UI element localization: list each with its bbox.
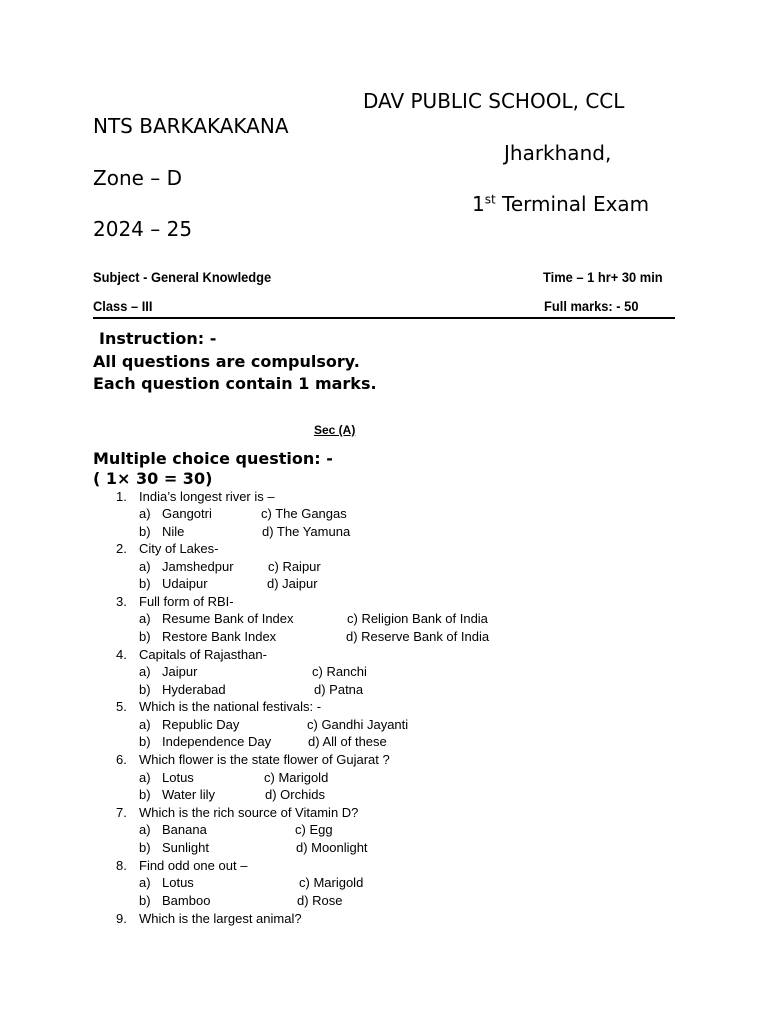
option-text: d) Jaipur — [267, 576, 318, 591]
option-text: Jaipur — [162, 664, 198, 679]
option-letter: b) — [139, 682, 151, 697]
option-letter: a) — [139, 875, 151, 890]
option-letter: a) — [139, 717, 151, 732]
option-text: Republic Day — [162, 717, 240, 732]
option-text: Lotus — [162, 875, 194, 890]
question-text: Capitals of Rajasthan- — [139, 647, 267, 662]
question-number: 7. — [116, 805, 127, 820]
time-label: Time – 1 hr+ 30 min — [543, 269, 663, 285]
option-text: d) Orchids — [265, 787, 325, 802]
option-letter: b) — [139, 576, 151, 591]
option-text: Resume Bank of Index — [162, 611, 294, 626]
option-letter: b) — [139, 734, 151, 749]
academic-year: 2024 – 25 — [93, 217, 193, 241]
option-text: d) Reserve Bank of India — [346, 629, 490, 644]
option-text: c) Gandhi Jayanti — [307, 717, 409, 732]
instruction-heading: Instruction: - — [99, 329, 217, 348]
option-text: Bamboo — [162, 893, 211, 908]
full-marks-label: Full marks: - 50 — [544, 298, 639, 314]
option-text: d) The Yamuna — [262, 524, 351, 539]
class-label: Class – III — [93, 298, 153, 314]
exam-name: Terminal Exam — [495, 192, 650, 216]
question-text: Find odd one out – — [139, 858, 248, 873]
option-letter: b) — [139, 787, 151, 802]
exam-ordinal: st — [484, 192, 496, 207]
option-text: Water lily — [162, 787, 215, 802]
instruction-line-2: Each question contain 1 marks. — [93, 374, 377, 393]
option-letter: a) — [139, 770, 151, 785]
question-number: 3. — [116, 594, 127, 609]
option-text: Hyderabad — [162, 682, 226, 697]
option-letter: b) — [139, 893, 151, 908]
question-number: 5. — [116, 699, 127, 714]
option-text: Sunlight — [162, 840, 209, 855]
option-text: c) Raipur — [268, 559, 321, 574]
option-text: Restore Bank Index — [162, 629, 277, 644]
question-text: Which is the rich source of Vitamin D? — [139, 805, 359, 820]
option-letter: a) — [139, 664, 151, 679]
zone-label: Zone – D — [93, 166, 183, 190]
state-name: Jharkhand, — [504, 141, 612, 165]
school-name: DAV PUBLIC SCHOOL, CCL — [363, 89, 625, 113]
question-number: 9. — [116, 911, 127, 926]
mcq-heading: Multiple choice question: - — [93, 449, 333, 468]
question-number: 2. — [116, 541, 127, 556]
exam-title — [472, 192, 649, 216]
option-text: d) Patna — [314, 682, 364, 697]
question-text: Which is the national festivals: - — [139, 699, 322, 714]
question-text: City of Lakes- — [139, 541, 219, 556]
option-letter: b) — [139, 524, 151, 539]
mcq-marks: ( 1× 30 = 30) — [93, 469, 213, 488]
exam-number: 1 — [472, 192, 485, 216]
school-location: NTS BARKAKAKANA — [93, 114, 289, 138]
option-text: c) Ranchi — [312, 664, 367, 679]
option-text: d) Moonlight — [296, 840, 368, 855]
option-text: Udaipur — [162, 576, 208, 591]
instruction-line-1: All questions are compulsory. — [93, 352, 360, 371]
option-letter: b) — [139, 840, 151, 855]
question-number: 6. — [116, 752, 127, 767]
subject-label: Subject - General Knowledge — [93, 269, 272, 285]
option-letter: a) — [139, 559, 151, 574]
option-text: c) Marigold — [299, 875, 364, 890]
option-text: d) Rose — [297, 893, 343, 908]
option-text: c) The Gangas — [261, 506, 347, 521]
option-text: Nile — [162, 524, 185, 539]
option-text: Banana — [162, 822, 207, 837]
question-number: 4. — [116, 647, 127, 662]
question-text: Which flower is the state flower of Gujarat ? — [139, 752, 390, 767]
option-text: c) Marigold — [264, 770, 329, 785]
question-text: India’s longest river is – — [139, 489, 275, 504]
option-text: Jamshedpur — [162, 559, 234, 574]
question-number: 1. — [116, 489, 127, 504]
option-text: c) Egg — [295, 822, 333, 837]
question-text: Full form of RBI- — [139, 594, 234, 609]
option-letter: a) — [139, 611, 151, 626]
option-text: Gangotri — [162, 506, 212, 521]
option-letter: b) — [139, 629, 151, 644]
header-divider — [93, 317, 675, 319]
option-text: c) Religion Bank of India — [347, 611, 488, 626]
option-text: d) All of these — [308, 734, 387, 749]
section-title: Sec (A) — [314, 423, 356, 437]
option-text: Lotus — [162, 770, 194, 785]
question-text: Which is the largest animal? — [139, 911, 302, 926]
question-number: 8. — [116, 858, 127, 873]
option-letter: a) — [139, 506, 151, 521]
option-letter: a) — [139, 822, 151, 837]
option-text: Independence Day — [162, 734, 272, 749]
